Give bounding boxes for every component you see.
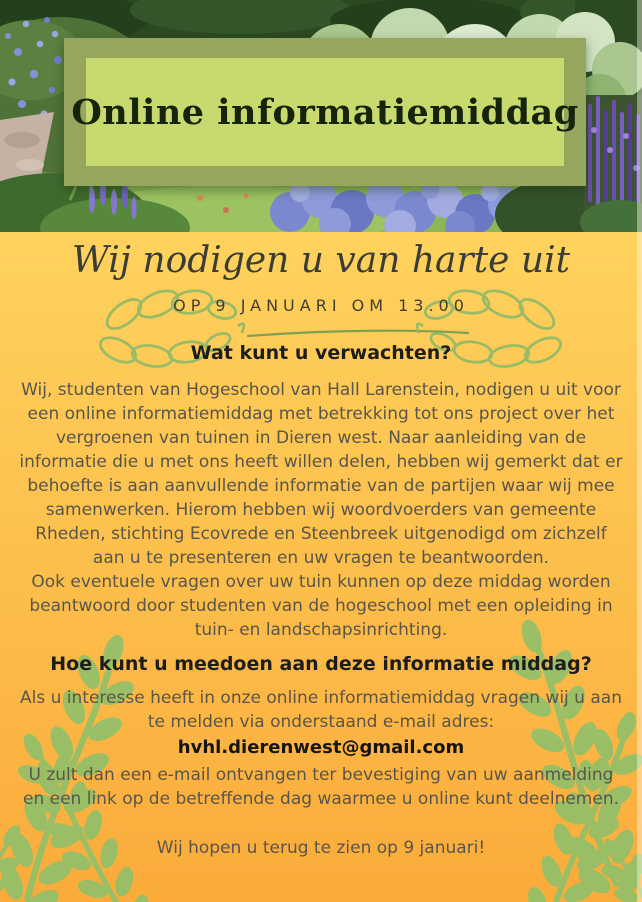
section-how-heading: Hoe kunt u meedoen aan deze informatie middag? — [50, 653, 592, 675]
closing-line: Wij hopen u terug te zien op 9 januari! — [156, 838, 486, 858]
invite-heading: Wij nodigen u van harte uit — [71, 240, 571, 281]
title-banner-panel — [71, 58, 579, 166]
event-datetime: OP 9 JANUARI OM 13.00 — [173, 296, 469, 315]
confirmation-note: U zult dan een e-mail ontvangen ter bevestiging van uw aanmelding en een link op de betreffende dag waarmee u online kunt deelnemen. — [23, 765, 619, 809]
flyer-title: Online informatiemiddag — [71, 91, 579, 133]
paragraph-intro: Wij, studenten van Hogeschool van Hall Larenstein, nodigen u uit voor een online informatiemiddag met betrekking tot ons project over het vergroenen van tuinen in Dieren west. Naar aanleiding van de informatie die u met ons heeft willen delen, hebben wij gemerkt dat er behoefte is aan aanvullende informatie van de partijen waar wij mee samenwerken. Hierom hebben wij woordvoerders van gemeente Rheden, stichting Ecovrede en Steenbreek uitgenodigd om zichzelf aan u te presenteren en uw vragen te beantwoorden. — [19, 380, 623, 568]
salvia-spikes — [580, 95, 642, 232]
section-what-heading: Wat kunt u verwachten? — [190, 342, 452, 364]
section-what-body — [18, 378, 624, 642]
paragraph-garden-questions: Ook eventuele vragen over uw tuin kunnen op deze middag worden beantwoord door studenten van de hogeschool met een opleiding in tuin- en landschapsinrichting. — [29, 572, 613, 640]
page-edge-highlight — [637, 0, 642, 902]
title-banner — [64, 38, 586, 186]
flyer-body — [0, 232, 642, 902]
signup-instructions: Als u interesse heeft in onze online informatiemiddag vragen wij u aan te melden via onderstaand e-mail adres: — [20, 688, 622, 732]
contact-email: hvhl.dierenwest@gmail.com — [177, 737, 465, 758]
